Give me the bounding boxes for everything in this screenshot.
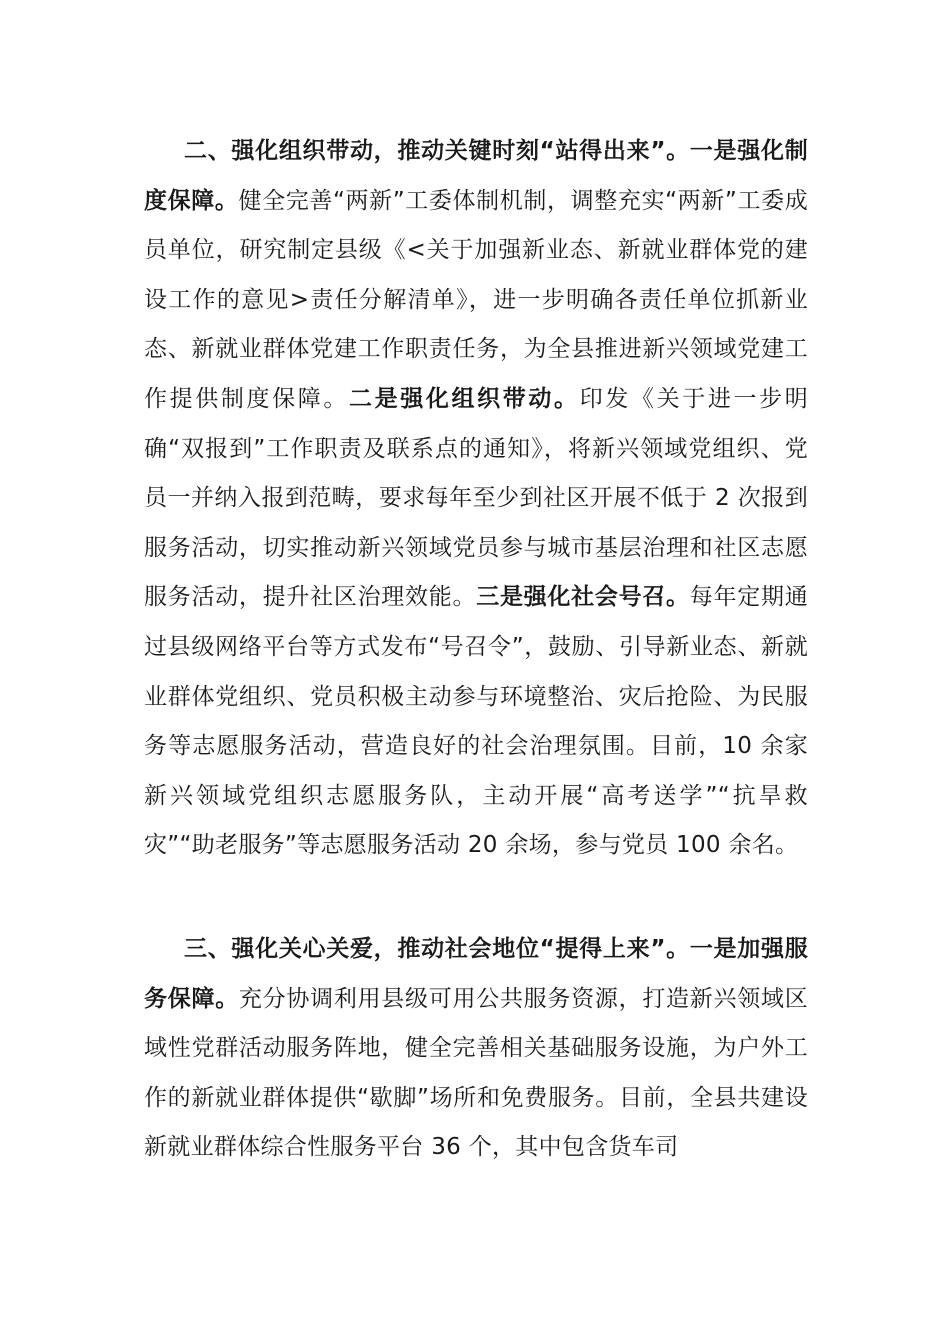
body-text: 健全完善“两新”工委体制机制，调整充实“两新”工委成员单位，研究制定县级《<关于加强新业态、新就业群体党的建设工作的意见>责任分解清单》，进一步明确各责任单位抓新业态、新就业群体党建工作职责任务，为全县推进新兴领域党建工作提供制度保障。 (144, 187, 809, 412)
subheading-second-point: 二是强化组织带动。 (349, 385, 580, 412)
body-text: 每年定期通过县级网络平台等方式发布“号召令”，鼓励、引导新业态、新就业群体党组织、党员积极主动参与环境整治、灾后抢险、为民服务等志愿服务活动，营造良好的社会治理氛围。目前，10 余家新兴领域党组织志愿服务队，主动开展“高考送学”“抗旱救灾”“助老服务”等志愿服务活动 20 余场，参与党员 100 余名。 (144, 584, 809, 859)
body-text: 充分协调利用县级可用公共服务资源，打造新兴领域区域性党群活动服务阵地，健全完善相关基础服务设施，为户外工作的新就业群体提供“歇脚”场所和免费服务。目前，全县共建设新就业群体综合性服务平台 36 个，其中包含货车司 (144, 985, 808, 1161)
paragraph-section-two (144, 127, 808, 871)
heading-section-two: 二、强化组织带动，推动关键时刻“站得出来”。一是强化制度保障。 (144, 138, 808, 214)
paragraph-section-three (144, 925, 808, 1173)
subheading-third-point: 三是强化社会号召。 (476, 584, 690, 611)
heading-section-three: 三、强化关心关爱，推动社会地位“提得上来”。一是加强服务保障。 (144, 936, 808, 1012)
body-text: 印发《关于进一步明确“双报到”工作职责及联系点的通知》，将新兴领域党组织、党员一并纳入报到范畴，要求每年至少到社区开展不低于 2 次报到服务活动，切实推动新兴领域党员参与城市基层治理和社区志愿服务活动，提升社区治理效能。 (144, 385, 809, 611)
